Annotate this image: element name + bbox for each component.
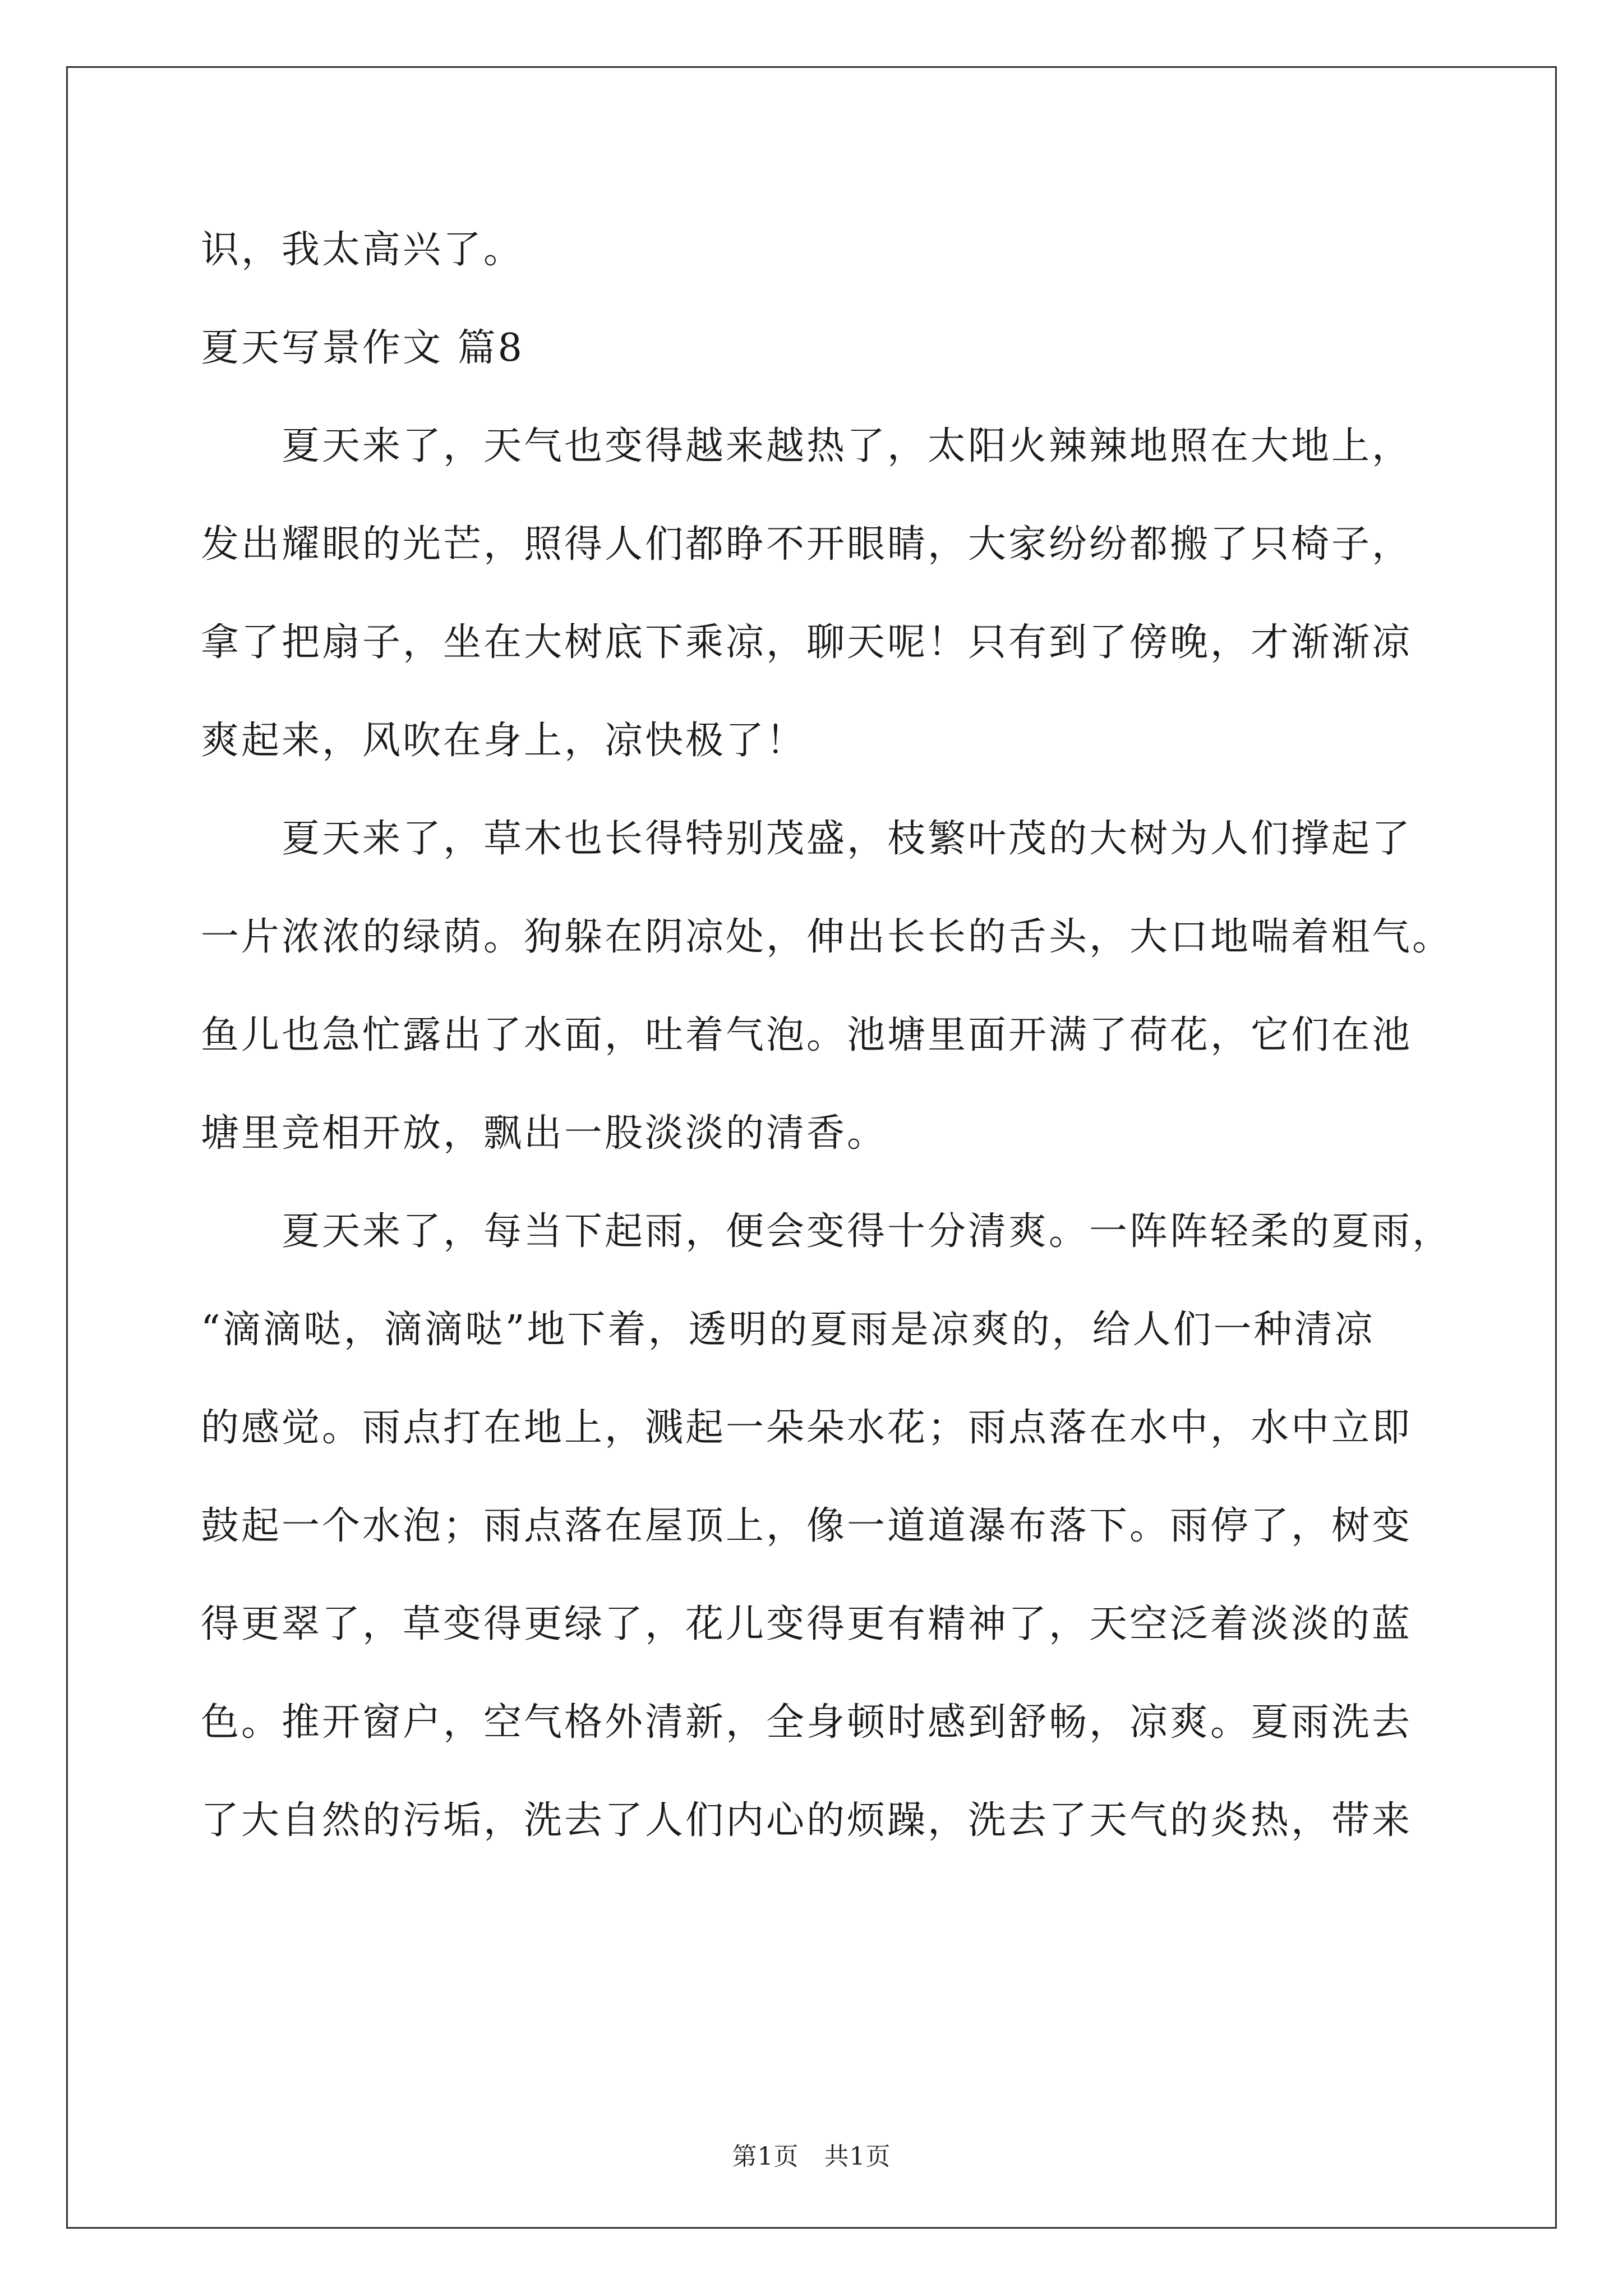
- section-heading: 夏天写景作文 篇8: [201, 326, 524, 370]
- text-line: 鱼儿也急忙露出了水面，吐着气泡。池塘里面开满了荷花，它们在池: [201, 1013, 1413, 1057]
- text-line: “滴滴哒，滴滴哒”地下着，透明的夏雨是凉爽的，给人们一种清凉: [201, 1308, 1375, 1352]
- text-line: 夏天来了，草木也长得特别茂盛，枝繁叶茂的大树为人们撑起了: [201, 817, 1413, 861]
- text-line: 色。推开窗户，空气格外清新，全身顿时感到舒畅，凉爽。夏雨洗去: [201, 1700, 1413, 1745]
- text-line: 发出耀眼的光芒，照得人们都睁不开眼睛，大家纷纷都搬了只椅子，: [201, 522, 1413, 567]
- text-line: 爽起来，风吹在身上，凉快极了！: [201, 719, 807, 763]
- text-line: 夏天来了，每当下起雨，便会变得十分清爽。一阵阵轻柔的夏雨，: [201, 1209, 1453, 1254]
- text-line: 夏天来了，天气也变得越来越热了，太阳火辣辣地照在大地上，: [201, 424, 1413, 468]
- text-line: 塘里竞相开放，飘出一股淡淡的清香。: [201, 1111, 888, 1156]
- text-line: 拿了把扇子，坐在大树底下乘凉，聊天呢！只有到了傍晚，才渐渐凉: [201, 620, 1413, 665]
- page-number-footer: 第1页 共1页: [732, 2142, 891, 2171]
- text-line: 鼓起一个水泡；雨点落在屋顶上，像一道道瀑布落下。雨停了，树变: [201, 1504, 1413, 1548]
- text-line: 了大自然的污垢，洗去了人们内心的烦躁，洗去了天气的炎热，带来: [201, 1798, 1413, 1843]
- text-line: 一片浓浓的绿荫。狗躲在阴凉处，伸出长长的舌头，大口地喘着粗气。: [201, 915, 1453, 959]
- text-line: 识，我太高兴了。: [201, 228, 524, 272]
- text-line: 得更翠了，草变得更绿了，花儿变得更有精神了，天空泛着淡淡的蓝: [201, 1602, 1413, 1646]
- text-line: 的感觉。雨点打在地上，溅起一朵朵水花；雨点落在水中，水中立即: [201, 1406, 1413, 1450]
